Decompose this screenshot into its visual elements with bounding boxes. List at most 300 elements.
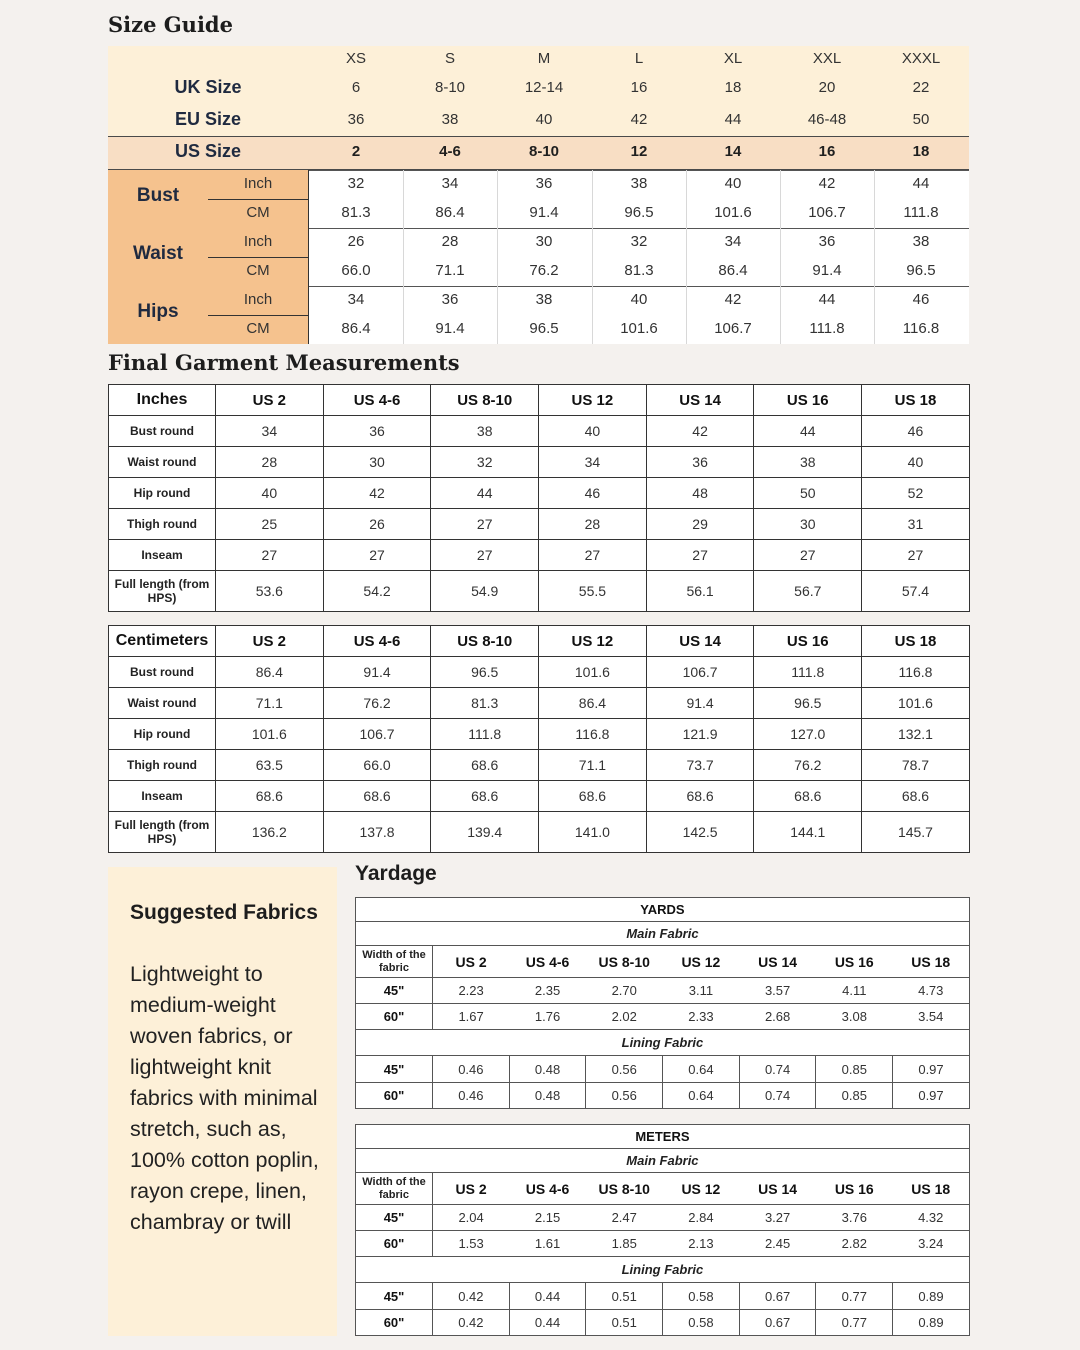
measurement-value: 27 <box>646 540 754 571</box>
measurement-value: 36 <box>323 416 431 447</box>
yardage-value: 4.73 <box>893 977 970 1003</box>
cm-value: 86.4 <box>341 320 371 337</box>
column-divider <box>874 286 875 344</box>
inch-value: 28 <box>441 233 459 250</box>
size-header: US 12 <box>663 1173 740 1204</box>
column-divider <box>592 286 593 344</box>
yardage-value: 2.15 <box>509 1204 586 1230</box>
measurement-value: 56.1 <box>646 571 754 612</box>
column-divider <box>592 228 593 286</box>
yardage-value: 0.56 <box>586 1056 663 1082</box>
measurement-value: 53.6 <box>216 571 324 612</box>
column-divider <box>403 228 404 286</box>
size-header: US 16 <box>754 626 862 657</box>
size-value: 38 <box>441 111 459 128</box>
unit-divider <box>208 257 309 258</box>
size-header: US 18 <box>893 946 970 977</box>
size-value: 14 <box>724 143 742 160</box>
row-divider <box>309 228 969 229</box>
measurement-value: 145.7 <box>862 812 970 853</box>
measurement-label: Bust round <box>109 416 216 447</box>
measurement-value: 91.4 <box>646 688 754 719</box>
fabric-width: 45" <box>356 977 433 1003</box>
yardage-value: 0.97 <box>893 1056 970 1082</box>
size-header: US 16 <box>816 946 893 977</box>
yardage-value: 2.68 <box>739 1003 816 1029</box>
size-value: 46-48 <box>807 111 847 128</box>
yardage-value: 0.42 <box>433 1309 510 1335</box>
measurement-value: 27 <box>862 540 970 571</box>
yardage-value: 2.13 <box>663 1230 740 1256</box>
column-divider <box>686 286 687 344</box>
size-row-label: UK Size <box>174 77 242 97</box>
size-header: US 2 <box>216 385 324 416</box>
suggested-fabrics-panel <box>108 867 337 1336</box>
measurement-value: 121.9 <box>646 719 754 750</box>
size-header: US 14 <box>646 626 754 657</box>
table-row <box>356 1230 970 1256</box>
measurement-value: 52 <box>862 478 970 509</box>
yardage-caption: METERS <box>356 1125 970 1149</box>
size-header: US 18 <box>862 385 970 416</box>
measurement-value: 44 <box>431 478 539 509</box>
yardage-value: 0.77 <box>816 1309 893 1335</box>
measurement-value: 68.6 <box>431 750 539 781</box>
measurement-value: 40 <box>862 447 970 478</box>
size-letter: XXL <box>812 50 842 67</box>
measurement-label: Thigh round <box>109 750 216 781</box>
yardage-value: 1.61 <box>509 1230 586 1256</box>
measurement-value: 31 <box>862 509 970 540</box>
cm-value: 116.8 <box>902 320 940 337</box>
yardage-value: 0.48 <box>509 1056 586 1082</box>
size-letter: XXXL <box>901 50 941 67</box>
size-guide-title: Size Guide <box>108 12 233 37</box>
yardage-value: 0.51 <box>586 1283 663 1309</box>
measurement-value: 32 <box>431 447 539 478</box>
size-letter: S <box>444 50 455 67</box>
table-row <box>109 812 970 853</box>
cm-value: 96.5 <box>906 262 936 279</box>
cm-value: 96.5 <box>529 320 559 337</box>
column-divider <box>780 170 781 228</box>
fabric-width: 60" <box>356 1082 433 1108</box>
measurement-value: 38 <box>431 416 539 447</box>
inch-value: 40 <box>724 175 742 192</box>
measurement-value: 106.7 <box>646 657 754 688</box>
fabric-width: 45" <box>356 1283 433 1309</box>
yardage-yards-table <box>355 897 970 1109</box>
size-value: 12 <box>630 143 648 160</box>
column-divider <box>780 286 781 344</box>
size-header: US 14 <box>739 1173 816 1204</box>
size-value: 16 <box>818 143 836 160</box>
yardage-value: 2.84 <box>663 1204 740 1230</box>
unit-label-inch: Inch <box>243 291 273 308</box>
measurement-label: Hip round <box>109 719 216 750</box>
size-value: 8-10 <box>434 79 466 96</box>
table-row <box>109 509 970 540</box>
inch-value: 36 <box>535 175 553 192</box>
yardage-value: 0.74 <box>739 1082 816 1108</box>
table-row <box>356 977 970 1003</box>
measurement-value: 42 <box>323 478 431 509</box>
size-value: 12-14 <box>524 79 564 96</box>
table-row <box>109 781 970 812</box>
cm-value: 91.4 <box>529 204 559 221</box>
yardage-value: 0.58 <box>663 1283 740 1309</box>
inch-value: 32 <box>630 233 648 250</box>
measure-label: Bust <box>136 185 180 206</box>
measurement-value: 38 <box>754 447 862 478</box>
measurement-value: 28 <box>216 447 324 478</box>
yardage-value: 1.53 <box>433 1230 510 1256</box>
measurement-value: 136.2 <box>216 812 324 853</box>
size-value: 42 <box>630 111 648 128</box>
measurement-value: 101.6 <box>862 688 970 719</box>
unit-label-inch: Inch <box>243 175 273 192</box>
size-letter: L <box>634 50 644 67</box>
cm-value: 76.2 <box>529 262 559 279</box>
yardage-value: 2.45 <box>739 1230 816 1256</box>
measurement-label: Hip round <box>109 478 216 509</box>
yardage-value: 0.67 <box>739 1309 816 1335</box>
size-value: 18 <box>724 79 742 96</box>
inch-value: 34 <box>441 175 459 192</box>
size-header: US 4-6 <box>509 1173 586 1204</box>
table-row <box>109 750 970 781</box>
yardage-value: 2.23 <box>433 977 510 1003</box>
measurement-value: 46 <box>539 478 647 509</box>
yardage-value: 0.74 <box>739 1056 816 1082</box>
yardage-value: 3.27 <box>739 1204 816 1230</box>
column-divider <box>497 228 498 286</box>
unit-divider <box>208 315 309 316</box>
column-divider <box>497 286 498 344</box>
measurement-value: 76.2 <box>323 688 431 719</box>
measurement-value: 29 <box>646 509 754 540</box>
table-row <box>109 540 970 571</box>
yardage-value: 0.48 <box>509 1082 586 1108</box>
size-guide-table <box>108 46 969 344</box>
yardage-value: 0.44 <box>509 1283 586 1309</box>
inch-value: 38 <box>630 175 648 192</box>
unit-label-inch: Inch <box>243 233 273 250</box>
inch-value: 40 <box>630 291 648 308</box>
yardage-value: 1.76 <box>509 1003 586 1029</box>
unit-label-cm: CM <box>246 262 270 279</box>
size-header: US 18 <box>893 1173 970 1204</box>
unit-label-cm: CM <box>246 320 270 337</box>
inch-value: 30 <box>535 233 553 250</box>
measure-label: Waist <box>133 243 183 264</box>
size-header: US 4-6 <box>509 946 586 977</box>
unit-divider <box>208 199 309 200</box>
size-header: US 14 <box>739 946 816 977</box>
measurement-value: 144.1 <box>754 812 862 853</box>
cm-value: 96.5 <box>624 204 654 221</box>
yardage-value: 0.46 <box>433 1082 510 1108</box>
size-header: US 4-6 <box>323 385 431 416</box>
final-inches-table <box>108 384 970 612</box>
yardage-value: 3.11 <box>663 977 740 1003</box>
measure-label: Hips <box>137 301 179 322</box>
fabric-width: 60" <box>356 1230 433 1256</box>
measurement-value: 111.8 <box>754 657 862 688</box>
measurement-value: 106.7 <box>323 719 431 750</box>
measurement-value: 27 <box>754 540 862 571</box>
size-header: US 2 <box>433 1173 510 1204</box>
yardage-value: 0.44 <box>509 1309 586 1335</box>
size-header: US 8-10 <box>586 946 663 977</box>
column-divider <box>497 170 498 228</box>
measurement-value: 25 <box>216 509 324 540</box>
measurement-value: 57.4 <box>862 571 970 612</box>
measurement-value: 26 <box>323 509 431 540</box>
measurement-label: Full length (from HPS) <box>109 812 216 853</box>
measurement-value: 68.6 <box>646 781 754 812</box>
yardage-value: 0.64 <box>663 1082 740 1108</box>
yardage-value: 0.51 <box>586 1309 663 1335</box>
size-letter: XS <box>345 50 366 67</box>
size-header: US 18 <box>862 626 970 657</box>
column-divider <box>592 170 593 228</box>
measurement-value: 137.8 <box>323 812 431 853</box>
measurement-value: 46 <box>862 416 970 447</box>
row-divider <box>309 286 969 287</box>
measurement-value: 68.6 <box>754 781 862 812</box>
cm-value: 86.4 <box>718 262 748 279</box>
column-divider <box>686 228 687 286</box>
table-row <box>356 1204 970 1230</box>
measurement-value: 116.8 <box>539 719 647 750</box>
cm-value: 81.3 <box>341 204 371 221</box>
measurement-label: Inseam <box>109 781 216 812</box>
table-row <box>356 1056 970 1082</box>
fabric-width: 60" <box>356 1003 433 1029</box>
measurement-value: 34 <box>216 416 324 447</box>
column-divider <box>403 286 404 344</box>
measurement-value: 71.1 <box>539 750 647 781</box>
measurement-value: 142.5 <box>646 812 754 853</box>
fabric-width: 60" <box>356 1309 433 1335</box>
size-row-label: US Size <box>174 141 242 161</box>
measurement-value: 48 <box>646 478 754 509</box>
measurement-value: 68.6 <box>431 781 539 812</box>
yardage-value: 0.56 <box>586 1082 663 1108</box>
yardage-value: 2.47 <box>586 1204 663 1230</box>
cm-value: 106.7 <box>714 320 752 337</box>
inch-value: 36 <box>441 291 459 308</box>
inch-value: 34 <box>347 291 365 308</box>
measurement-value: 27 <box>539 540 647 571</box>
yardage-caption: YARDS <box>356 898 970 922</box>
cm-value: 101.6 <box>620 320 658 337</box>
cm-value: 86.4 <box>435 204 465 221</box>
measurement-value: 54.2 <box>323 571 431 612</box>
yardage-value: 0.58 <box>663 1309 740 1335</box>
measurement-value: 68.6 <box>216 781 324 812</box>
column-divider <box>403 170 404 228</box>
inch-value: 38 <box>535 291 553 308</box>
table-corner-label: Inches <box>109 385 216 416</box>
final-cm-table <box>108 625 970 853</box>
yardage-value: 1.67 <box>433 1003 510 1029</box>
measurement-value: 50 <box>754 478 862 509</box>
measurement-value: 139.4 <box>431 812 539 853</box>
yardage-value: 2.02 <box>586 1003 663 1029</box>
size-header: US 16 <box>816 1173 893 1204</box>
table-corner-label: Centimeters <box>109 626 216 657</box>
measurement-value: 27 <box>431 540 539 571</box>
measurement-value: 30 <box>323 447 431 478</box>
inch-value: 36 <box>818 233 836 250</box>
size-header: US 14 <box>646 385 754 416</box>
measurement-value: 27 <box>431 509 539 540</box>
measurement-value: 132.1 <box>862 719 970 750</box>
yardage-meters-table <box>355 1124 970 1336</box>
measurement-value: 96.5 <box>431 657 539 688</box>
size-header: US 8-10 <box>431 626 539 657</box>
size-letter: XL <box>723 50 743 67</box>
size-header: US 2 <box>433 946 510 977</box>
table-row <box>356 1283 970 1309</box>
size-header: US 16 <box>754 385 862 416</box>
table-row <box>109 688 970 719</box>
size-value: 36 <box>347 111 365 128</box>
yardage-value: 4.32 <box>893 1204 970 1230</box>
inch-value: 26 <box>347 233 365 250</box>
measurement-value: 27 <box>323 540 431 571</box>
size-value: 44 <box>724 111 742 128</box>
column-divider <box>874 228 875 286</box>
yardage-value: 0.64 <box>663 1056 740 1082</box>
measurement-value: 36 <box>646 447 754 478</box>
measurement-value: 111.8 <box>431 719 539 750</box>
yardage-value: 3.24 <box>893 1230 970 1256</box>
measurement-value: 86.4 <box>539 688 647 719</box>
inch-value: 38 <box>912 233 930 250</box>
cm-value: 101.6 <box>714 204 752 221</box>
column-divider <box>780 228 781 286</box>
inch-value: 42 <box>818 175 836 192</box>
cm-value: 91.4 <box>812 262 842 279</box>
size-value: 18 <box>912 143 930 160</box>
measurement-value: 96.5 <box>754 688 862 719</box>
table-row <box>109 571 970 612</box>
measurement-value: 86.4 <box>216 657 324 688</box>
cm-value: 106.7 <box>808 204 846 221</box>
measurement-value: 54.9 <box>431 571 539 612</box>
measurement-label: Bust round <box>109 657 216 688</box>
measurement-value: 116.8 <box>862 657 970 688</box>
table-row <box>356 1082 970 1108</box>
inch-value: 44 <box>912 175 930 192</box>
measurement-value: 56.7 <box>754 571 862 612</box>
width-of-fabric-label: Width of the fabric <box>356 1173 433 1204</box>
size-value: 22 <box>912 79 930 96</box>
table-row <box>109 416 970 447</box>
final-garment-title: Final Garment Measurements <box>108 350 460 375</box>
measurement-value: 81.3 <box>431 688 539 719</box>
yardage-value: 3.54 <box>893 1003 970 1029</box>
suggested-fabrics-title: Suggested Fabrics <box>130 901 318 924</box>
measurement-value: 44 <box>754 416 862 447</box>
column-divider <box>686 170 687 228</box>
cm-value: 111.8 <box>809 320 845 337</box>
measurement-value: 101.6 <box>216 719 324 750</box>
size-value: 2 <box>351 143 361 160</box>
size-header: US 12 <box>663 946 740 977</box>
yardage-value: 1.85 <box>586 1230 663 1256</box>
measurement-value: 34 <box>539 447 647 478</box>
measurement-value: 101.6 <box>539 657 647 688</box>
measurement-value: 141.0 <box>539 812 647 853</box>
suggested-fabrics-text: Lightweight to medium-weight woven fabrics, or lightweight knit fabrics with minimal stretch, such as, 100% cotton poplin, rayon crepe, linen, chambray or twill <box>130 962 319 1234</box>
table-row <box>109 719 970 750</box>
measurement-value: 127.0 <box>754 719 862 750</box>
cm-value: 66.0 <box>341 262 371 279</box>
cm-value: 71.1 <box>435 262 465 279</box>
column-divider <box>874 170 875 228</box>
yardage-title: Yardage <box>355 862 437 885</box>
measurement-value: 40 <box>539 416 647 447</box>
measurement-label: Waist round <box>109 688 216 719</box>
measurement-value: 28 <box>539 509 647 540</box>
yardage-value: 4.11 <box>816 977 893 1003</box>
yardage-value: 2.04 <box>433 1204 510 1230</box>
main-fabric-label: Main Fabric <box>356 922 970 946</box>
size-value: 40 <box>535 111 553 128</box>
yardage-value: 0.67 <box>739 1283 816 1309</box>
table-row <box>109 447 970 478</box>
measurement-label: Inseam <box>109 540 216 571</box>
size-value: 16 <box>630 79 648 96</box>
yardage-value: 0.42 <box>433 1283 510 1309</box>
yardage-value: 0.89 <box>893 1309 970 1335</box>
inch-value: 32 <box>347 175 365 192</box>
measurement-value: 68.6 <box>539 781 647 812</box>
cm-value: 111.8 <box>903 204 939 221</box>
measurement-value: 30 <box>754 509 862 540</box>
inch-value: 46 <box>912 291 930 308</box>
measurement-value: 73.7 <box>646 750 754 781</box>
table-row <box>109 478 970 509</box>
yardage-value: 3.76 <box>816 1204 893 1230</box>
measurement-value: 78.7 <box>862 750 970 781</box>
measurement-value: 55.5 <box>539 571 647 612</box>
lining-fabric-label: Lining Fabric <box>356 1257 970 1283</box>
main-fabric-label: Main Fabric <box>356 1149 970 1173</box>
measurement-value: 63.5 <box>216 750 324 781</box>
size-header: US 8-10 <box>431 385 539 416</box>
yardage-value: 3.08 <box>816 1003 893 1029</box>
measurement-label: Waist round <box>109 447 216 478</box>
size-row-label: EU Size <box>174 109 242 129</box>
measurement-label: Full length (from HPS) <box>109 571 216 612</box>
measurement-value: 71.1 <box>216 688 324 719</box>
yardage-value: 0.46 <box>433 1056 510 1082</box>
lining-fabric-label: Lining Fabric <box>356 1030 970 1056</box>
table-row <box>356 1003 970 1029</box>
measurement-value: 40 <box>216 478 324 509</box>
yardage-value: 2.70 <box>586 977 663 1003</box>
row-divider <box>309 170 969 171</box>
measurement-label: Thigh round <box>109 509 216 540</box>
measurement-value: 68.6 <box>862 781 970 812</box>
yardage-value: 0.89 <box>893 1283 970 1309</box>
size-value: 8-10 <box>528 143 560 160</box>
